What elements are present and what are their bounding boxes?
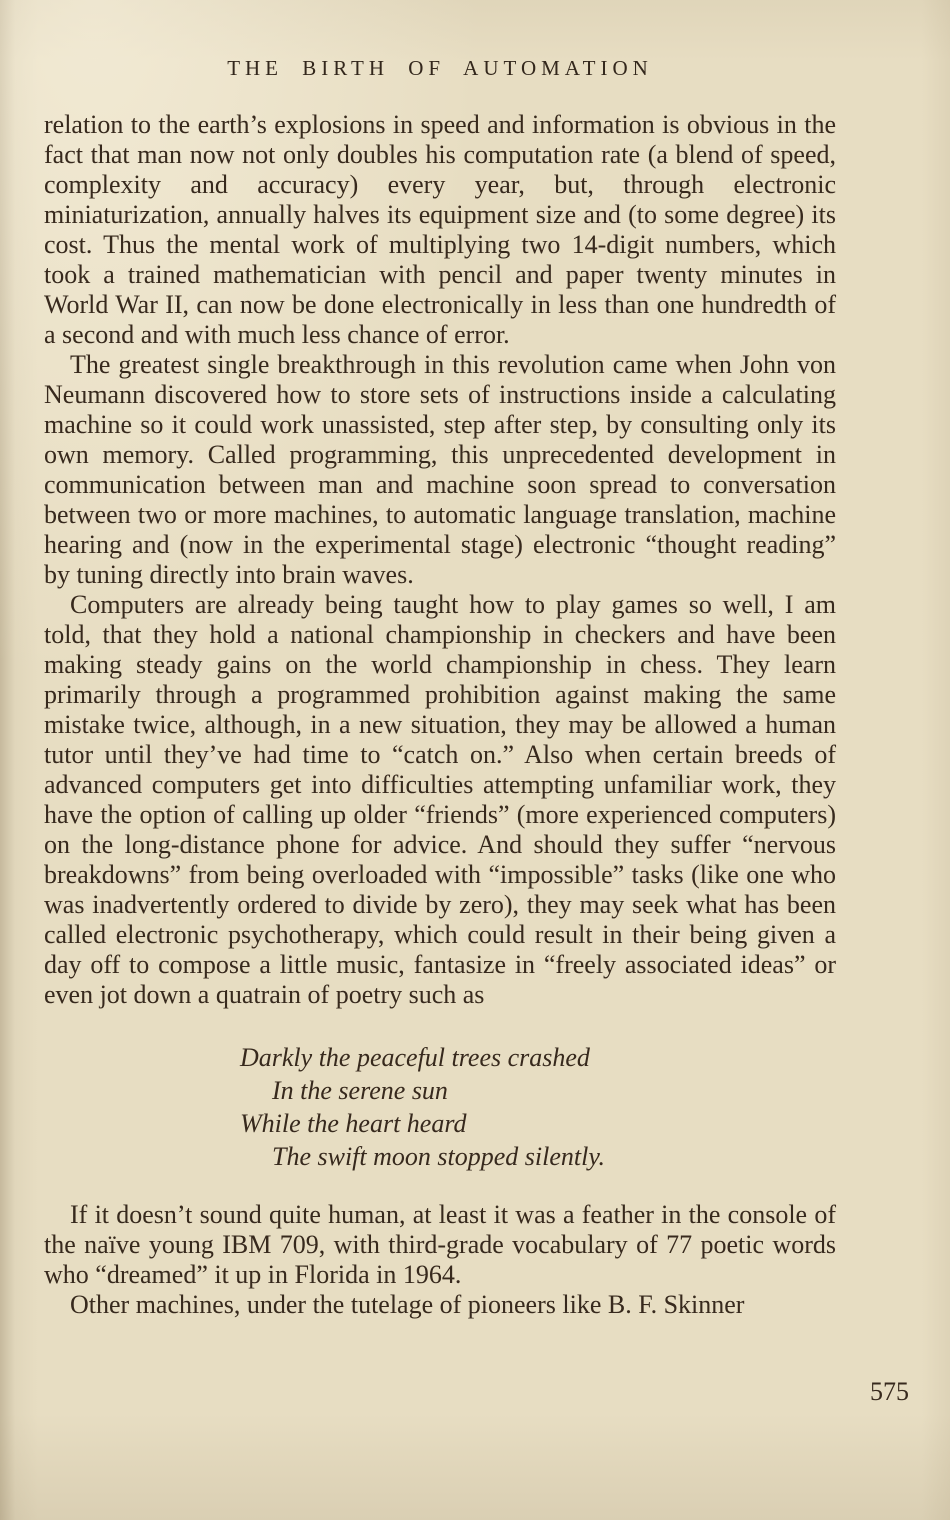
body-paragraph: The greatest single breakthrough in this revolution came when John von Neumann discovered how to store sets of instructions inside a calculating machine so it could work unassisted, step after step, by consulting only its own memory. Called programming, this unprecedented development in communication between man and machine soon spread to conversation between two or more machines, to automatic language translation, machine hearing and (now in the experimental stage) electronic “thought reading” by tuning directly into brain waves. [44,350,836,589]
poem-line: The swift moon stopped silently. [272,1142,605,1171]
body-paragraph: Computers are already being taught how to play games so well, I am told, that they hold a national championship in checkers and have been making steady gains on the world championship in chess. They learn primarily through a programmed prohibition against making the same mistake twice, although, in a new situation, they may be allowed a human tutor until they’ve had time to “catch on.” Also when certain breeds of advanced computers get into difficulties attempting unfamiliar work, they have the option of calling up older “friends” (more experienced computers) on the long-distance phone for advice. And should they suffer “nervous breakdowns” from being overloaded with “impossible” tasks (like one who was inadvertently ordered to divide by zero), they may seek what has been called electronic psychotherapy, which could result in their being given a day off to compose a little music, fantasize in “freely associated ideas” or even jot down a quatrain of poetry such as [44,590,836,1009]
poem-line: Darkly the peaceful trees crashed [240,1043,590,1072]
poem-quatrain [240,1041,836,1173]
body-paragraph: Other machines, under the tutelage of pioneers like B. F. Skinner [70,1290,745,1319]
body-paragraph: relation to the earth’s explosions in speed and information is obvious in the fact that man now not only doubles his computation rate (a blend of speed, complexity and accuracy) every year, but, through electronic miniaturization, annually halves its equipment size and (to some degree) its cost. Thus the mental work of multiplying two 14-digit numbers, which took a trained mathematician with pencil and paper twenty minutes in World War II, can now be done electronically in less than one hundredth of a second and with much less chance of error. [44,110,836,349]
poem-line: While the heart heard [240,1109,467,1138]
page-number: 575 [870,1377,909,1406]
running-header: THE BIRTH OF AUTOMATION [227,56,653,80]
poem-line: In the serene sun [272,1076,448,1105]
body-paragraph: If it doesn’t sound quite human, at least it was a feather in the console of the naïve young IBM 709, with third-grade vocabulary of 77 poetic words who “dreamed” it up in Florida in 1964. [44,1200,836,1289]
text-block [44,110,836,1320]
